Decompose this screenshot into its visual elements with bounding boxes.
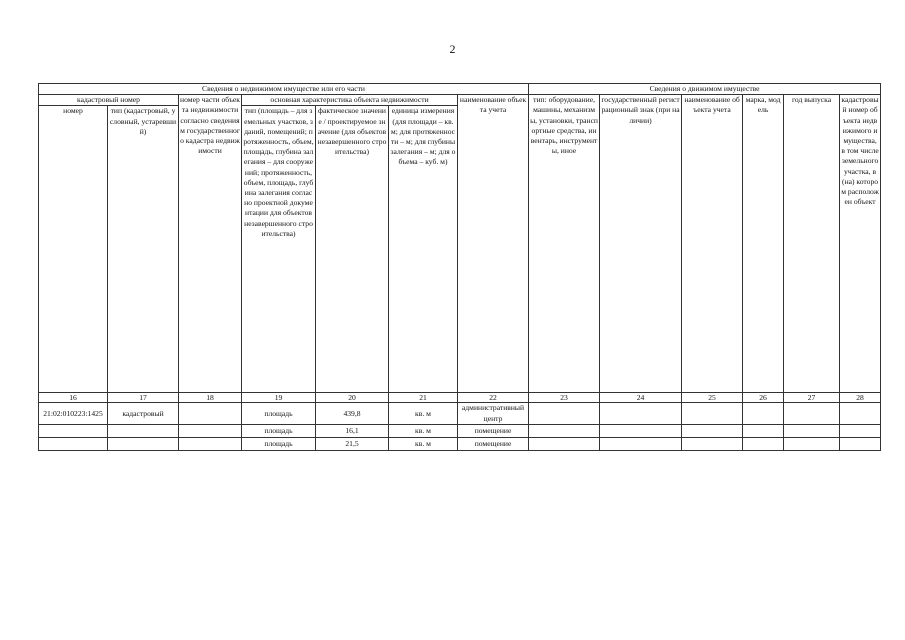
char-value-header: фактическое значение / проектируемое значение (для объектов незавершенного строительства) (316, 106, 389, 393)
table-row (39, 437, 881, 450)
cell-number (39, 437, 108, 450)
cell-part (179, 437, 242, 450)
column-number: 18 (179, 393, 242, 403)
cell-value: 21,5 (316, 437, 389, 450)
cadastral-group-header: кадастровый номер (39, 95, 179, 106)
cell-name: помещение (458, 424, 529, 437)
cell-value: 16,1 (316, 424, 389, 437)
movable-brand-header: марка, модель (743, 95, 784, 393)
table-row (39, 424, 881, 437)
cell-empty (784, 437, 840, 450)
cell-number (39, 424, 108, 437)
cell-empty (840, 437, 881, 450)
column-number: 19 (242, 393, 316, 403)
cell-empty (600, 403, 682, 424)
cell-empty (784, 424, 840, 437)
page-number: 2 (449, 42, 456, 56)
column-number: 28 (840, 393, 881, 403)
column-number: 22 (458, 393, 529, 403)
movable-year-header: год выпуска (784, 95, 840, 393)
column-number: 24 (600, 393, 682, 403)
movable-name-header: наименование объекта учета (682, 95, 743, 393)
cell-type (108, 437, 179, 450)
cell-empty (600, 437, 682, 450)
part-number-header: номер части объекта недвижимости согласно сведениям государственного кадастра недвижимости (179, 95, 242, 393)
cell-unit: кв. м (389, 424, 458, 437)
cell-type (108, 424, 179, 437)
movable-type-header: тип: оборудование, машины, механизмы, установки, транспортные средства, инвентарь, инструменты, иное (529, 95, 600, 393)
column-number: 20 (316, 393, 389, 403)
column-number: 17 (108, 393, 179, 403)
char-unit-header: единица измерения (для площади – кв. м; для протяженности – м; для глубины залегания – м; для объема – куб. м) (389, 106, 458, 393)
object-name-header: наименование объекта учета (458, 95, 529, 393)
immovable-group-header: Сведения о недвижимом имуществе или его части (39, 84, 529, 95)
cell-part (179, 403, 242, 424)
cell-empty (682, 403, 743, 424)
cell-part (179, 424, 242, 437)
cell-unit: кв. м (389, 437, 458, 450)
movable-group-header: Сведения о движимом имуществе (529, 84, 881, 95)
cell-empty (784, 403, 840, 424)
cell-empty (840, 403, 881, 424)
cell-empty (743, 437, 784, 450)
cell-empty (743, 403, 784, 424)
column-number: 27 (784, 393, 840, 403)
cell-empty (529, 424, 600, 437)
cell-empty (682, 437, 743, 450)
column-number: 23 (529, 393, 600, 403)
property-table (38, 83, 881, 451)
column-number: 26 (743, 393, 784, 403)
cell-char-type: площадь (242, 403, 316, 424)
char-type-header: тип (площадь – для земельных участков, зданий, помещений; протяженность, объем, площадь, глубина залегания – для сооружений; протяженность, объем, площадь, глубина залегания согласно проектной документации для объектов незавершенного строительства) (242, 106, 316, 393)
movable-cadastral-header: кадастровый номер объекта недвижимого имущества, в том числе земельного участка, в (на) котором расположен объект (840, 95, 881, 393)
main-characteristic-header: основная характеристика объекта недвижимости (242, 95, 458, 106)
cell-empty (840, 424, 881, 437)
cell-empty (743, 424, 784, 437)
cell-type: кадастровый (108, 403, 179, 424)
cell-empty (682, 424, 743, 437)
cell-number: 21:02:010223:1425 (39, 403, 108, 424)
column-number: 16 (39, 393, 108, 403)
cell-char-type: площадь (242, 424, 316, 437)
column-number: 21 (389, 393, 458, 403)
cad-type-header: тип (кадастровый, условный, устаревший) (108, 106, 179, 393)
cell-empty (529, 403, 600, 424)
cell-unit: кв. м (389, 403, 458, 424)
cell-value: 439,8 (316, 403, 389, 424)
cell-name: помещение (458, 437, 529, 450)
column-number: 25 (682, 393, 743, 403)
cell-empty (529, 437, 600, 450)
table-row (39, 403, 881, 424)
movable-reg-sign-header: государственный регистрационный знак (при наличии) (600, 95, 682, 393)
cell-char-type: площадь (242, 437, 316, 450)
cell-name: административный центр (458, 403, 529, 424)
cell-empty (600, 424, 682, 437)
cad-number-header: номер (39, 106, 108, 393)
